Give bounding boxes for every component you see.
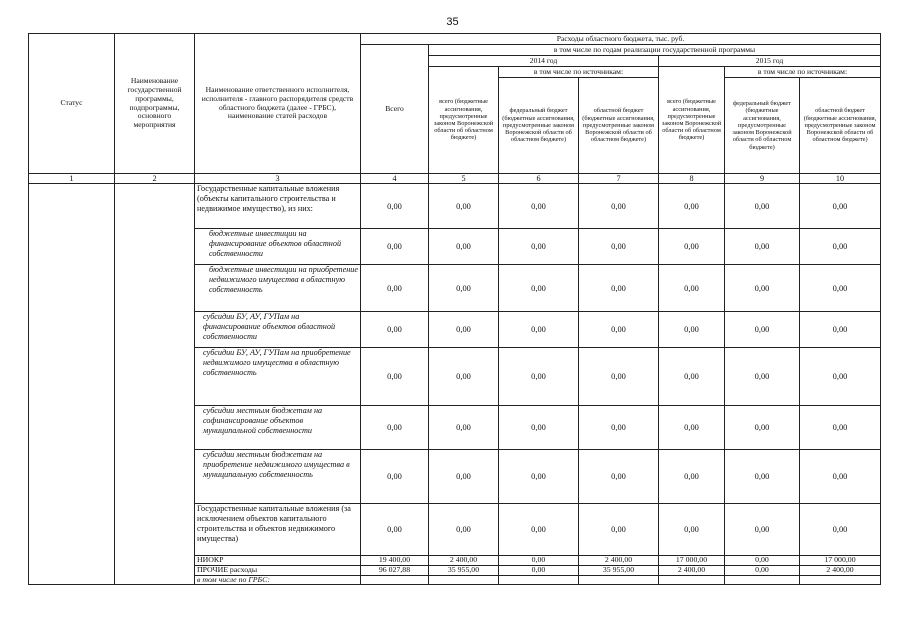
value-cell: 0,00: [725, 504, 800, 556]
value-cell: 2 400,00: [659, 566, 725, 576]
value-cell: 0,00: [725, 348, 800, 406]
value-cell: 0,00: [725, 265, 800, 312]
value-cell: 0,00: [579, 229, 659, 265]
value-cell: 0,00: [429, 348, 499, 406]
col-index: 1: [29, 174, 115, 184]
header-executor: Наименование ответственного исполнителя, исполнителя - главного распорядителя средств областного бюджета (далее - ГРБС), наименование статей расходов: [195, 34, 361, 174]
value-cell: 0,00: [659, 265, 725, 312]
header-program-name: Наименование государственной программы, подпрограммы, основного мероприятия: [115, 34, 195, 174]
value-cell: 0,00: [361, 312, 429, 348]
value-cell: 0,00: [361, 406, 429, 450]
col-index: 7: [579, 174, 659, 184]
status-cell: [29, 184, 115, 585]
value-cell: 35 955,00: [579, 566, 659, 576]
header-status: Статус: [29, 34, 115, 174]
value-cell: 0,00: [429, 229, 499, 265]
header-year-2015: 2015 год: [659, 56, 881, 67]
value-cell: 0,00: [499, 265, 579, 312]
value-cell: 17 000,00: [800, 556, 881, 566]
table-row: [29, 184, 881, 229]
col-index: 2: [115, 174, 195, 184]
page-number: 35: [446, 16, 459, 28]
col-index: 5: [429, 174, 499, 184]
header-year-2014: 2014 год: [429, 56, 659, 67]
value-cell: 0,00: [659, 406, 725, 450]
value-cell: 0,00: [725, 556, 800, 566]
col-index: 10: [800, 174, 881, 184]
row-label: в том числе по ГРБС:: [195, 576, 361, 585]
row-label: Государственные капитальные вложения (объекты капитального строительства и недвижимое имущество), из них:: [195, 184, 361, 229]
header-total: Всего: [361, 45, 429, 174]
value-cell: 0,00: [579, 265, 659, 312]
value-cell: 0,00: [499, 229, 579, 265]
value-cell: 0,00: [499, 566, 579, 576]
row-label: бюджетные инвестиции на финансирование объектов областной собственности: [195, 229, 361, 265]
value-cell: 0,00: [659, 504, 725, 556]
value-cell: [800, 576, 881, 585]
value-cell: 0,00: [579, 348, 659, 406]
col-index: 9: [725, 174, 800, 184]
row-label: субсидии местным бюджетам на софинансирование объектов муниципальной собственности: [195, 406, 361, 450]
col-index: 6: [499, 174, 579, 184]
row-label: субсидии БУ, АУ, ГУПам на финансирование объектов областной собственности: [195, 312, 361, 348]
value-cell: 0,00: [361, 265, 429, 312]
value-cell: 35 955,00: [429, 566, 499, 576]
row-label: субсидии местным бюджетам на приобретение недвижимого имущества в муниципальную собственность: [195, 450, 361, 504]
value-cell: 2 400,00: [800, 566, 881, 576]
value-cell: 0,00: [499, 556, 579, 566]
col-index: 3: [195, 174, 361, 184]
value-cell: 0,00: [429, 406, 499, 450]
value-cell: 0,00: [579, 312, 659, 348]
col-index: 4: [361, 174, 429, 184]
value-cell: 0,00: [725, 229, 800, 265]
value-cell: 0,00: [800, 504, 881, 556]
header-sources-2014: в том числе по источникам:: [499, 67, 659, 78]
value-cell: 17 000,00: [659, 556, 725, 566]
value-cell: 0,00: [499, 406, 579, 450]
value-cell: 0,00: [725, 566, 800, 576]
column-index-row: [29, 174, 881, 184]
value-cell: 2 400,00: [429, 556, 499, 566]
value-cell: 0,00: [429, 450, 499, 504]
value-cell: 0,00: [361, 504, 429, 556]
header-col6: федеральный бюджет (бюджетные ассигнования, предусмотренные законом Воронежской области об областном бюджете): [499, 78, 579, 174]
value-cell: 0,00: [361, 450, 429, 504]
value-cell: 0,00: [361, 229, 429, 265]
header-by-years: в том числе по годам реализации государственной программы: [429, 45, 881, 56]
value-cell: 2 400,00: [579, 556, 659, 566]
value-cell: 0,00: [725, 406, 800, 450]
value-cell: 0,00: [659, 184, 725, 229]
value-cell: 0,00: [429, 184, 499, 229]
value-cell: 0,00: [659, 450, 725, 504]
value-cell: 0,00: [800, 348, 881, 406]
program-cell: [115, 184, 195, 585]
row-label: субсидии БУ, АУ, ГУПам на приобретение недвижимого имущества в областную собственность: [195, 348, 361, 406]
header-col7: областной бюджет (бюджетные ассигнования, предусмотренные законом Воронежской области об областном бюджете): [579, 78, 659, 174]
value-cell: 0,00: [579, 184, 659, 229]
value-cell: 0,00: [579, 406, 659, 450]
value-cell: 0,00: [800, 184, 881, 229]
value-cell: [499, 576, 579, 585]
value-cell: 0,00: [800, 229, 881, 265]
row-label: Государственные капитальные вложения (за исключением объектов капитального строительства и объектов недвижимого имущества): [195, 504, 361, 556]
row-label: ПРОЧИЕ расходы: [195, 566, 361, 576]
value-cell: 0,00: [499, 184, 579, 229]
value-cell: 0,00: [499, 450, 579, 504]
value-cell: 0,00: [499, 348, 579, 406]
row-label: бюджетные инвестиции на приобретение недвижимого имущества в областную собственность: [195, 265, 361, 312]
header-col10: областной бюджет (бюджетные ассигнования, предусмотренные законом Воронежской области об областном бюджете): [800, 78, 881, 174]
value-cell: 0,00: [800, 312, 881, 348]
header-col5: всего (бюджетные ассигнования, предусмотренные законом Воронежской области об областном бюджете): [429, 67, 499, 174]
value-cell: 0,00: [800, 450, 881, 504]
value-cell: 0,00: [659, 229, 725, 265]
value-cell: 0,00: [579, 504, 659, 556]
value-cell: [361, 576, 429, 585]
header-budget-title: Расходы областного бюджета, тыс. руб.: [361, 34, 881, 45]
value-cell: [429, 576, 499, 585]
col-index: 8: [659, 174, 725, 184]
value-cell: [579, 576, 659, 585]
budget-table: [28, 33, 881, 585]
header-sources-2015: в том числе по источникам:: [725, 67, 881, 78]
value-cell: 0,00: [659, 312, 725, 348]
value-cell: 0,00: [499, 504, 579, 556]
header-col9: федеральный бюджет (бюджетные ассигнования, предусмотренные законом Воронежской области об областном бюджете): [725, 78, 800, 174]
value-cell: 0,00: [429, 504, 499, 556]
header-col8: всего (бюджетные ассигнования, предусмотренные законом Воронежской области об областном бюджете): [659, 67, 725, 174]
value-cell: 96 027,88: [361, 566, 429, 576]
value-cell: [659, 576, 725, 585]
value-cell: 0,00: [800, 265, 881, 312]
value-cell: 0,00: [429, 312, 499, 348]
value-cell: 0,00: [579, 450, 659, 504]
value-cell: 0,00: [361, 348, 429, 406]
row-label: НИОКР: [195, 556, 361, 566]
value-cell: 0,00: [800, 406, 881, 450]
value-cell: 0,00: [361, 184, 429, 229]
value-cell: 0,00: [659, 348, 725, 406]
value-cell: 0,00: [725, 450, 800, 504]
value-cell: 0,00: [429, 265, 499, 312]
value-cell: 0,00: [499, 312, 579, 348]
value-cell: 19 400,00: [361, 556, 429, 566]
value-cell: 0,00: [725, 312, 800, 348]
value-cell: 0,00: [725, 184, 800, 229]
value-cell: [725, 576, 800, 585]
